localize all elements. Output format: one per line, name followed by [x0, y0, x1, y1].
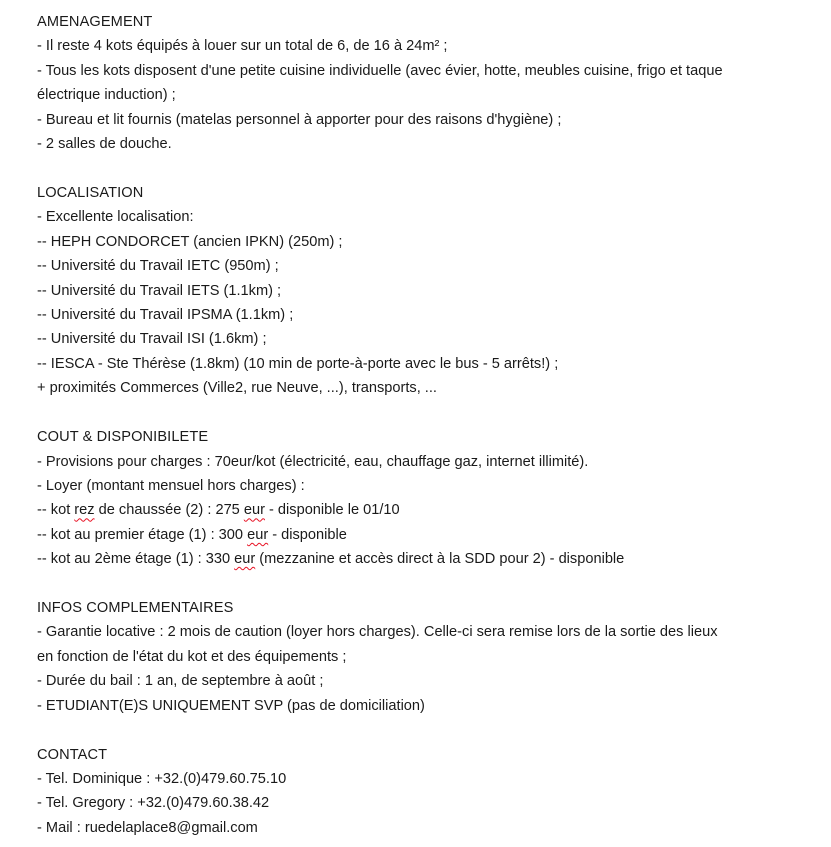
- text-segment: - 2 salles de douche.: [37, 136, 172, 153]
- text-segment: - disponible: [268, 526, 347, 543]
- section-heading: CONTACT: [37, 746, 108, 763]
- text-segment: - Tel. Dominique : +32.(0)479.60.75.10: [37, 770, 287, 787]
- text-line: [37, 132, 823, 156]
- text-line: [37, 376, 823, 400]
- text-segment: -- Université du Travail ISI (1.6km) ;: [37, 331, 267, 348]
- text-line: [37, 645, 823, 669]
- text-segment: - Bureau et lit fournis (matelas personnel à apporter pour des raisons d'hygiène) ;: [37, 111, 562, 128]
- text-line: [37, 205, 823, 229]
- text-segment: - Garantie locative : 2 mois de caution (loyer hors charges). Celle-ci sera remise lors de la sortie des lieux: [37, 624, 718, 641]
- text-segment: -- IESCA - Ste Thérèse (1.8km) (10 min de porte-à-porte avec le bus - 5 arrêts!) ;: [37, 355, 559, 372]
- text-segment: - disponible le 01/10: [264, 502, 400, 519]
- section-heading: COUT & DISPONIBILETE: [37, 429, 209, 446]
- text-line: [37, 620, 823, 644]
- section-cout-disponibilete: [37, 425, 823, 572]
- text-segment: -- Université du Travail IETC (950m) ;: [37, 258, 279, 275]
- text-line: [37, 34, 823, 58]
- section-infos-complementaires: [37, 596, 823, 718]
- text-segment: de chaussée (2) : 275: [94, 502, 244, 519]
- text-segment: (mezzanine et accès direct à la SDD pour 2) - disponible: [255, 551, 625, 568]
- section-heading: INFOS COMPLEMENTAIRES: [37, 600, 234, 617]
- text-segment: - Tel. Gregory : +32.(0)479.60.38.42: [37, 795, 270, 812]
- text-segment: -- kot: [37, 502, 75, 519]
- text-segment: -- HEPH CONDORCET (ancien IPKN) (250m) ;: [37, 233, 343, 250]
- section-localisation: [37, 181, 823, 401]
- text-segment: - Il reste 4 kots équipés à louer sur un total de 6, de 16 à 24m² ;: [37, 38, 448, 55]
- text-segment: - ETUDIANT(E)S UNIQUEMENT SVP (pas de domiciliation): [37, 697, 425, 714]
- text-segment: - Loyer (montant mensuel hors charges) :: [37, 477, 305, 494]
- text-line: [37, 669, 823, 693]
- misspelled-word: eur: [243, 502, 265, 519]
- text-line: [37, 474, 823, 498]
- text-segment: -- kot au 2ème étage (1) : 330: [37, 551, 235, 568]
- text-segment: -- Université du Travail IPSMA (1.1km) ;: [37, 307, 294, 324]
- text-segment: - Excellente localisation:: [37, 209, 194, 226]
- text-line: [37, 816, 823, 840]
- text-line: [37, 547, 823, 571]
- text-line: [37, 279, 823, 303]
- text-segment: -- kot au premier étage (1) : 300: [37, 526, 248, 543]
- text-segment: - Durée du bail : 1 an, de septembre à août ;: [37, 673, 324, 690]
- text-line: [37, 791, 823, 815]
- text-line: [37, 230, 823, 254]
- text-segment: électrique induction) ;: [37, 87, 176, 104]
- misspelled-word: rez: [74, 502, 95, 519]
- text-line: [37, 327, 823, 351]
- section-amenagement: [37, 10, 823, 157]
- section-heading: LOCALISATION: [37, 184, 144, 201]
- text-line: [37, 59, 823, 83]
- text-segment: - Tous les kots disposent d'une petite cuisine individuelle (avec évier, hotte, meubles cuisine, frigo et taque: [37, 62, 723, 79]
- text-segment: - Mail : ruedelaplace8@gmail.com: [37, 819, 258, 836]
- text-segment: en fonction de l'état du kot et des équipements ;: [37, 648, 347, 665]
- text-line: [37, 83, 823, 107]
- text-segment: -- Université du Travail IETS (1.1km) ;: [37, 282, 282, 299]
- text-line: [37, 498, 823, 522]
- text-line: [37, 108, 823, 132]
- text-line: [37, 767, 823, 791]
- text-line: [37, 523, 823, 547]
- text-segment: - Provisions pour charges : 70eur/kot (électricité, eau, chauffage gaz, internet illimité).: [37, 453, 589, 470]
- text-line: [37, 694, 823, 718]
- misspelled-word: eur: [247, 526, 269, 543]
- text-segment: + proximités Commerces (Ville2, rue Neuve, ...), transports, ...: [37, 380, 437, 397]
- section-contact: [37, 743, 823, 841]
- text-line: [37, 254, 823, 278]
- section-heading: AMENAGEMENT: [37, 14, 153, 30]
- text-line: [37, 450, 823, 474]
- text-line: [37, 352, 823, 376]
- misspelled-word: eur: [234, 551, 256, 568]
- text-line: [37, 303, 823, 327]
